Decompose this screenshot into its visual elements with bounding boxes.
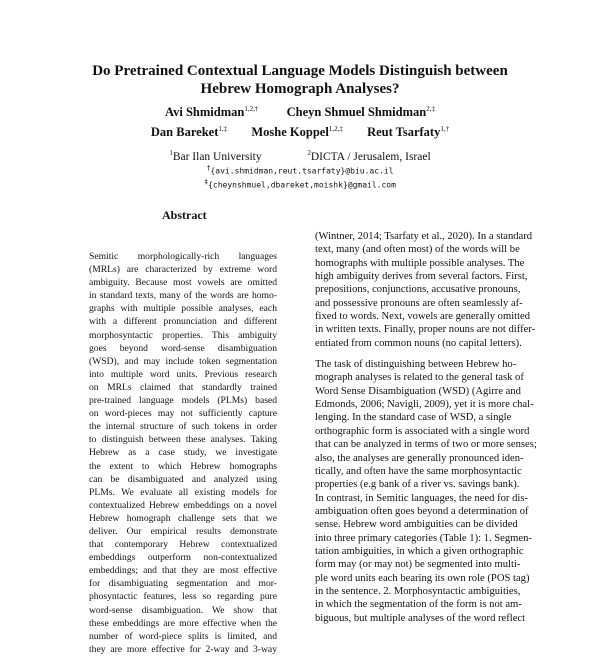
email-line-1 bbox=[0, 164, 600, 176]
text-line: these embeddings are more effective when the bbox=[89, 617, 277, 629]
text-line: (WSD), and may include token segmentation bbox=[89, 355, 277, 367]
text-line: with a different pronunciation and different bbox=[89, 316, 277, 328]
author-marks: 1,2,‡ bbox=[328, 125, 343, 134]
text-line: fixed to words. Next, vowels are generally omitted bbox=[315, 311, 531, 323]
text-line: the extent to which Hebrew homographs bbox=[89, 460, 277, 472]
text-line: they are more effective for 2-way and 3-way bbox=[89, 643, 277, 655]
text-line: morphosyntactic properties. This ambiguity bbox=[89, 329, 277, 341]
abstract-body bbox=[89, 250, 277, 656]
paper-title bbox=[0, 62, 600, 98]
affiliation-name: DICTA / Jerusalem, Israel bbox=[310, 150, 431, 163]
text-line: and possessive pronouns are often seamlessly af- bbox=[315, 297, 523, 309]
text-line: in written texts. Finally, proper nouns are not differ- bbox=[315, 324, 536, 336]
text-line: biguous, but multiple analyses of the word reflect bbox=[315, 612, 526, 624]
email-mark: † bbox=[206, 164, 211, 172]
text-line: in standard texts, many of the words are homo- bbox=[89, 290, 277, 302]
abstract-heading: Abstract bbox=[162, 208, 207, 222]
text-line: PLMs. We evaluate all existing models for bbox=[89, 486, 277, 498]
author-marks: 1,‡ bbox=[218, 125, 228, 134]
affiliation-mark: 2 bbox=[307, 149, 311, 157]
affiliation-mark: 1 bbox=[169, 149, 173, 157]
text-line bbox=[315, 350, 507, 358]
text-line: ple word units each bearing its own role (POS tag) bbox=[315, 572, 530, 584]
text-line: entiated from common nouns (no capital letters). bbox=[315, 337, 522, 349]
text-line: In contrast, in Semitic languages, the need for dis- bbox=[315, 492, 528, 504]
author-name: Reut Tsarfaty bbox=[367, 125, 441, 140]
right-column-body bbox=[315, 230, 537, 625]
text-line: on word-pieces may not sufficiently capture bbox=[89, 408, 277, 420]
text-line: Edmonds, 2006; Navigli, 2009), yet it is more chal- bbox=[315, 399, 534, 411]
text-line: properties (e.g bank of a river vs. savings bank). bbox=[315, 479, 520, 491]
text-line: Word Sense Disambiguation (WSD) (Agirre and bbox=[315, 385, 521, 397]
text-line: (Wintner, 2014; Tsarfaty et al., 2020). In a standard bbox=[315, 231, 533, 242]
author-name: Cheyn Shmuel Shmidman bbox=[286, 105, 427, 120]
text-line: to distinguish between these analyses. Taking bbox=[89, 434, 277, 446]
text-line: tation ambiguities, in which a given orthographic bbox=[315, 545, 524, 557]
text-line: graphs with multiple possible analyses, each bbox=[89, 303, 277, 315]
text-line: pre-trained language models (PLMs) based bbox=[89, 395, 277, 407]
text-line: contextualized Hebrew embeddings on a novel bbox=[89, 499, 277, 511]
author-name: Dan Bareket bbox=[150, 125, 219, 140]
text-line: (MRLs) are characterized by extreme word bbox=[89, 264, 277, 276]
text-line: orthographic form is associated with a single word bbox=[315, 425, 530, 437]
text-line: The task of distinguishing between Hebrew ho- bbox=[315, 359, 517, 371]
text-line: homographs with multiple possible analyses. The bbox=[315, 257, 525, 269]
text-line: mograph analyses is related to the general task of bbox=[315, 372, 524, 384]
text-line: into three primary categories (Table 1): 1. Segmen- bbox=[315, 532, 532, 544]
text-line: text, many (and often most) of the words will be bbox=[315, 244, 520, 256]
paper-title-line-1: Do Pretrained Contextual Language Models Distinguish between bbox=[92, 63, 508, 79]
author-name: Avi Shmidman bbox=[165, 105, 245, 120]
text-line: lenging. In the standard case of WSD, a single bbox=[315, 412, 512, 424]
text-line: that can be analyzed in terms of two or more senses; bbox=[315, 439, 537, 451]
author-marks: 2,‡ bbox=[426, 105, 435, 113]
author-name: Moshe Koppel bbox=[251, 125, 329, 140]
paper-title-line-2: Hebrew Homograph Analyses? bbox=[200, 81, 400, 97]
text-line: in which the segmentation of the form is not am- bbox=[315, 599, 522, 611]
text-line: embeddings outperform non-contextualized bbox=[89, 552, 277, 564]
author-marks: 1,2,† bbox=[244, 105, 259, 113]
text-line: phosyntactic features, less so regarding pure bbox=[89, 591, 277, 603]
text-line: number of word-piece splits is limited, and bbox=[89, 630, 277, 642]
author-line-2 bbox=[0, 121, 600, 141]
email-text: {cheynshmuel,dbareket,moishk}@gmail.com bbox=[208, 180, 396, 190]
affiliations bbox=[0, 146, 600, 164]
text-line: can be disambiguated and analyzed using bbox=[89, 473, 277, 485]
text-line: also, the analyses are generally pronounced iden- bbox=[315, 452, 524, 464]
text-line: Hebrew homograph challenge sets that we bbox=[89, 512, 277, 524]
email-line-2 bbox=[0, 178, 600, 190]
email-mark: ‡ bbox=[204, 178, 209, 186]
text-line: high ambiguity derives from several factors. First, bbox=[315, 271, 528, 283]
text-line: into multiple word units. Previous research bbox=[89, 368, 277, 380]
text-line: on MRLs claimed that standardly trained bbox=[89, 381, 277, 393]
text-line: ambiguity. Because most vowels are omitted bbox=[89, 277, 277, 289]
affiliation-name: Bar Ilan University bbox=[172, 150, 262, 163]
author-list bbox=[0, 101, 600, 141]
text-line: embeddings; and that they are most effective bbox=[89, 565, 277, 577]
text-line: word-sense disambiguation. We show that bbox=[89, 604, 277, 616]
text-line: in the sentence. 2. Morphosyntactic ambiguities, bbox=[315, 585, 521, 597]
text-line: Semitic morphologically-rich languages bbox=[89, 251, 277, 262]
email-text: {avi.shmidman,reut.tsarfaty}@biu.ac.il bbox=[210, 166, 394, 176]
text-line: form may (or may not) be segmented into multi- bbox=[315, 559, 521, 571]
text-line: goes beyond word-sense disambiguation bbox=[89, 342, 277, 354]
author-line-1 bbox=[0, 101, 600, 121]
text-line: Hebrew as a case study, we investigate bbox=[89, 447, 277, 459]
text-line: sense. Hebrew word ambiguities can be divided bbox=[315, 519, 518, 531]
text-line: the internal structure of such tokens in order bbox=[89, 421, 277, 433]
text-line: that contemporary Hebrew contextualized bbox=[89, 539, 277, 551]
text-line: ambiguation often goes beyond a determination of bbox=[315, 505, 529, 517]
text-line: prepositions, conjunctions, accusative pronouns, bbox=[315, 284, 521, 296]
text-line: deliver. Our empirical results demonstrate bbox=[89, 525, 277, 537]
text-line: for disambiguating segmentation and mor- bbox=[89, 578, 277, 590]
author-marks: 1,† bbox=[440, 125, 450, 134]
text-line: tically, and often have the same morphosyntactic bbox=[315, 465, 522, 477]
